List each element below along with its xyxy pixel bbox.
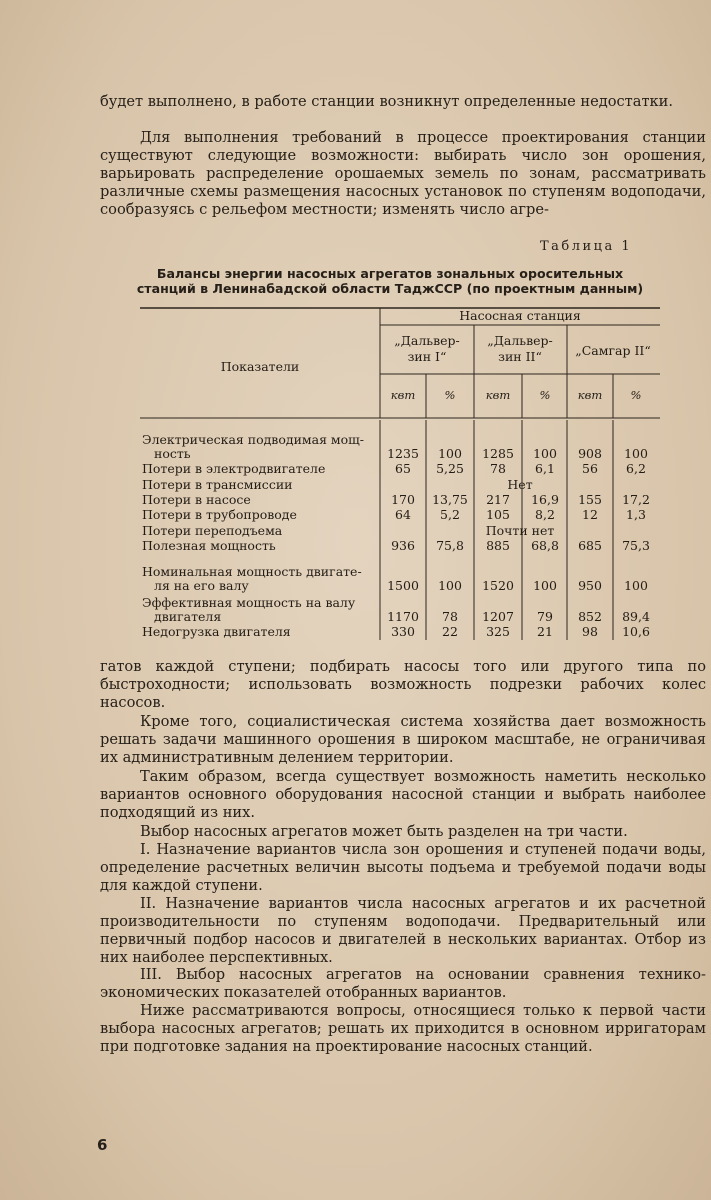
table-cell: 1520 bbox=[482, 578, 514, 593]
table-cell: 1285 bbox=[482, 446, 514, 461]
table-cell: 685 bbox=[578, 538, 602, 553]
table-cell: 100 bbox=[533, 446, 557, 461]
header-station-2-line-1: „Дальвер- bbox=[487, 333, 553, 348]
row-label: Потери в электродвигателе bbox=[142, 461, 326, 476]
header-unit-pct: % bbox=[539, 388, 551, 402]
table-cell: 105 bbox=[486, 507, 510, 522]
table-cell: 56 bbox=[582, 461, 598, 476]
table-cell: 65 bbox=[395, 461, 411, 476]
row-label: Эффективная мощность на валу bbox=[142, 595, 356, 610]
table-cell: 6,1 bbox=[535, 461, 555, 476]
header-unit-kw: квт bbox=[485, 388, 511, 402]
paragraph-3: гатов каждой ступени; подбирать насосы того или другого типа по быстроходности; использовать возможность подрезки рабочих колес насосов. bbox=[100, 658, 706, 711]
row-spanned-value: Почти нет bbox=[485, 523, 555, 538]
table-label: Таблица 1 bbox=[540, 239, 633, 254]
header-station-3: „Самгар II“ bbox=[575, 343, 651, 358]
header-unit-kw: квт bbox=[577, 388, 603, 402]
paragraph-6: Выбор насосных агрегатов может быть разделен на три части. bbox=[140, 823, 628, 840]
row-label: Полезная мощность bbox=[142, 538, 276, 553]
paragraph-10: Ниже рассматриваются вопросы, относящиеся только к первой части выбора насосных агрегатов; решать их приходится в основном ирригаторам при подготовке задания на проектирование насосных станций. bbox=[100, 1002, 706, 1055]
row-label: Недогрузка двигателя bbox=[142, 624, 291, 639]
header-unit-pct: % bbox=[630, 388, 642, 402]
row-label: Потери в трубопроводе bbox=[142, 507, 297, 522]
row-label: ля на его валу bbox=[154, 578, 249, 593]
table-cell: 330 bbox=[391, 624, 415, 639]
table-cell: 908 bbox=[578, 446, 602, 461]
header-unit-pct: % bbox=[444, 388, 456, 402]
table-cell: 1170 bbox=[387, 609, 419, 624]
table-cell: 13,75 bbox=[432, 492, 468, 507]
table-cell: 155 bbox=[578, 492, 602, 507]
table-cell: 78 bbox=[490, 461, 506, 476]
table-cell: 10,6 bbox=[622, 624, 650, 639]
table-cell: 100 bbox=[438, 446, 462, 461]
table-cell: 22 bbox=[442, 624, 458, 639]
paragraph-8: II. Назначение вариантов числа насосных агрегатов и их расчетной производительности по ступеням водоподачи. Предварительный или первичный подбор насосов и двигателей в нескольких вариантах. Отбор из них наиболее перспективных. bbox=[100, 895, 706, 966]
table-cell: 75,8 bbox=[436, 538, 464, 553]
header-indicators: Показатели bbox=[220, 359, 300, 374]
header-station-1-line-1: „Дальвер- bbox=[394, 333, 460, 348]
table-cell: 6,2 bbox=[626, 461, 646, 476]
row-label: Электрическая подводимая мощ- bbox=[142, 432, 365, 447]
table-cell: 1500 bbox=[387, 578, 419, 593]
table-cell: 100 bbox=[438, 578, 462, 593]
row-spanned-value: Нет bbox=[507, 477, 533, 492]
table-cell: 885 bbox=[486, 538, 510, 553]
header-station-1-line-2: зин I“ bbox=[407, 349, 447, 364]
header-unit-kw: квт bbox=[390, 388, 416, 402]
table-cell: 12 bbox=[582, 507, 598, 522]
paragraph-5: Таким образом, всегда существует возможность наметить несколько вариантов основного оборудования насосной станции и выбрать наиболее подходящий из них. bbox=[100, 768, 706, 821]
table-cell: 170 bbox=[391, 492, 415, 507]
table-cell: 1207 bbox=[482, 609, 514, 624]
table-cell: 217 bbox=[486, 492, 510, 507]
table-cell: 1235 bbox=[387, 446, 419, 461]
paragraph-2: Для выполнения требований в процессе проектирования станции существуют следующие возможности: выбирать число зон орошения, варьировать распределение орошаемых земель по зонам, рассматривать различные схемы размещения насосных установок по ступеням водоподачи, сообразуясь с рельефом местности; изменять число агре- bbox=[100, 129, 706, 218]
table-cell: 325 bbox=[486, 624, 510, 639]
row-label: Потери переподъема bbox=[142, 523, 283, 538]
table-cell: 5,25 bbox=[436, 461, 464, 476]
table-cell: 100 bbox=[533, 578, 557, 593]
table-cell: 79 bbox=[537, 609, 553, 624]
paragraph-7: I. Назначение вариантов числа зон орошения и ступеней подачи воды, определение расчетных величин высоты подъема и требуемой подачи воды для каждой ступени. bbox=[100, 841, 706, 894]
table-cell: 8,2 bbox=[535, 507, 555, 522]
table-cell: 5,2 bbox=[440, 507, 460, 522]
row-label: Потери в насосе bbox=[142, 492, 251, 507]
row-label: Номинальная мощность двигате- bbox=[142, 564, 362, 579]
table-body bbox=[142, 432, 650, 639]
table-cell: 68,8 bbox=[531, 538, 559, 553]
table-cell: 100 bbox=[624, 446, 648, 461]
table-cell: 64 bbox=[395, 507, 411, 522]
table-cell: 950 bbox=[578, 578, 602, 593]
paragraph-9: III. Выбор насосных агрегатов на основании сравнения технико-экономических показателей отобранных вариантов. bbox=[100, 966, 706, 1001]
table-cell: 936 bbox=[391, 538, 415, 553]
paragraph-4: Кроме того, социалистическая система хозяйства дает возможность решать задачи машинного орошения в широком масштабе, не ограничивая их административным делением территории. bbox=[100, 713, 706, 766]
table-cell: 75,3 bbox=[622, 538, 650, 553]
row-label: двигателя bbox=[154, 609, 222, 624]
table-cell: 78 bbox=[442, 609, 458, 624]
table-cell: 21 bbox=[537, 624, 553, 639]
row-label: Потери в трансмиссии bbox=[142, 477, 293, 492]
table-cell: 98 bbox=[582, 624, 598, 639]
paragraph-1: будет выполнено, в работе станции возникнут определенные недостатки. bbox=[100, 93, 674, 110]
table-cell: 100 bbox=[624, 578, 648, 593]
table-title-line-2: станций в Ленинабадской области ТаджССР (по проектным данным) bbox=[136, 281, 644, 296]
table-cell: 17,2 bbox=[622, 492, 650, 507]
table-cell: 16,9 bbox=[531, 492, 559, 507]
header-station-2-line-2: зин II“ bbox=[498, 349, 542, 364]
table-cell: 852 bbox=[578, 609, 602, 624]
table-title-line-1: Балансы энергии насосных агрегатов зональных оросительных bbox=[156, 266, 624, 281]
page-number: 6 bbox=[97, 1136, 108, 1154]
row-label: ность bbox=[154, 446, 191, 461]
table-cell: 1,3 bbox=[626, 507, 646, 522]
table-cell: 89,4 bbox=[622, 609, 650, 624]
header-pumping-station: Насосная станция bbox=[459, 308, 581, 323]
